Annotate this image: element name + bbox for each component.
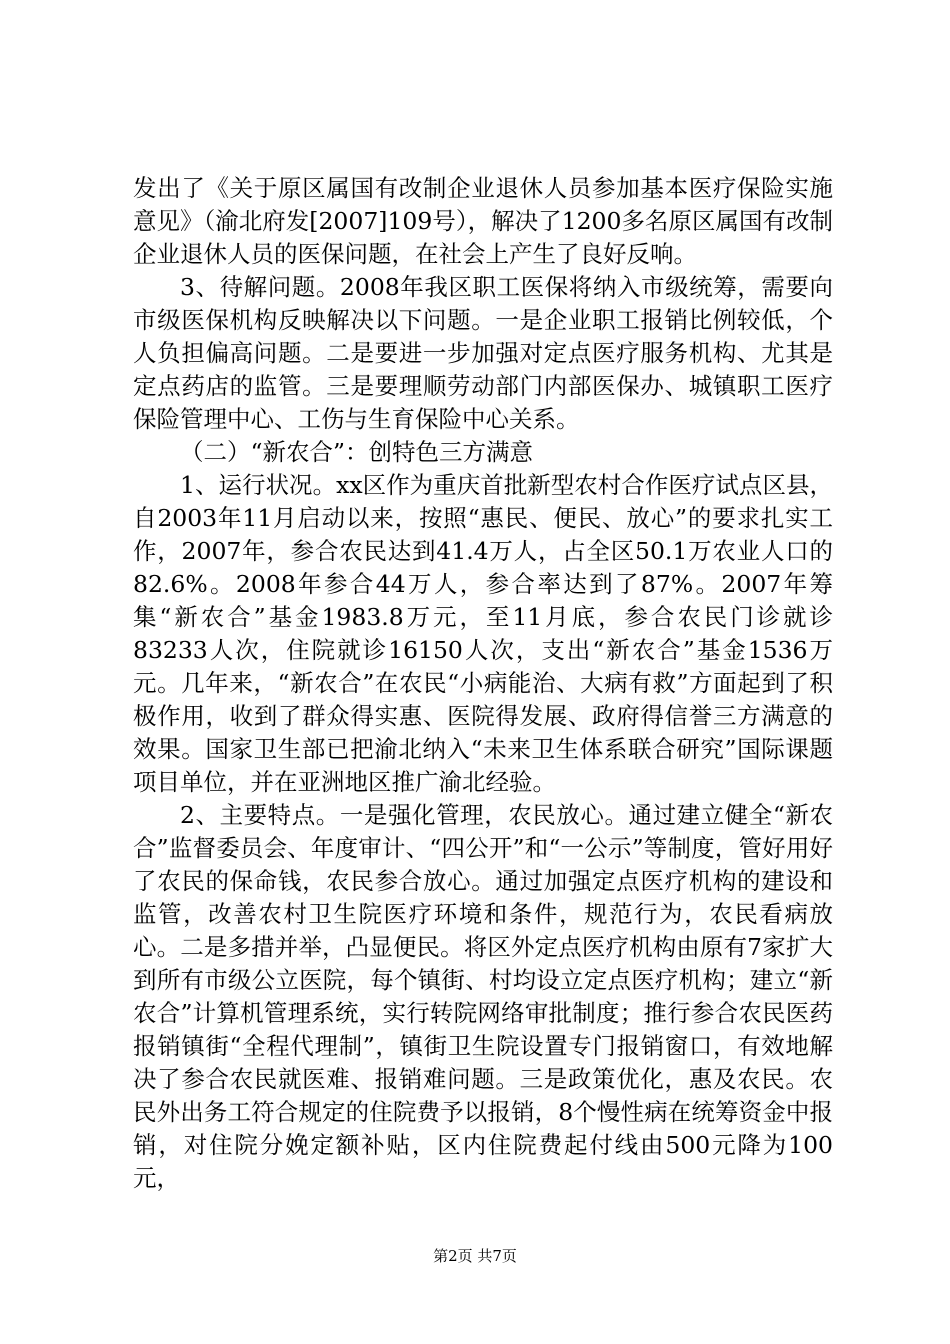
paragraph-operation-status: 1、运行状况。xx区作为重庆首批新型农村合作医疗试点区县，自2003年11月启动以来，按照“惠民、便民、放心”的要求扎实工作，2007年，参合农民达到41.4万人，占全区50.1万农业人口的82.6%。2008年参合44万人，参合率达到了87%。2007年筹集“新农合”基金1983.8万元，至11月底，参合农民门诊就诊83233人次，住院就诊16150人次，支出“新农合”基金1536万元。几年来，“新农合”在农民“小病能治、大病有救”方面起到了积极作用，收到了群众得实惠、医院得发展、政府得信誉三方满意的效果。国家卫生部已把渝北纳入“未来卫生体系联合研究”国际课题项目单位，并在亚洲地区推广渝北经验。	[133, 471, 833, 796]
page-footer: 第2页 共7页	[433, 1247, 517, 1265]
document-body	[133, 172, 833, 1195]
paragraph-continuation: 发出了《关于原区属国有改制企业退休人员参加基本医疗保险实施意见》（渝北府发[2007]109号），解决了1200多名原区属国有改制企业退休人员的医保问题，在社会上产生了良好反响。	[133, 174, 833, 268]
paragraph-main-features: 2、主要特点。一是强化管理，农民放心。通过建立健全“新农合”监督委员会、年度审计、“四公开”和“一公示”等制度，管好用好了农民的保命钱，农民参合放心。通过加强定点医疗机构的建设和监管，改善农村卫生院医疗环境和条件，规范行为，农民看病放心。二是多措并举，凸显便民。将区外定点医疗机构由原有7家扩大到所有市级公立医院，每个镇街、村均设立定点医疗机构；建立“新农合”计算机管理系统，实行转院网络审批制度；推行参合农民医药报销镇街“全程代理制”，镇街卫生院设置专门报销窗口，有效地解决了参合农民就医难、报销难问题。三是政策优化，惠及农民。农民外出务工符合规定的住院费予以报销，8个慢性病在统筹资金中报销，对住院分娩定额补贴，区内住院费起付线由500元降为100元，	[133, 801, 833, 1192]
paragraph-pending-issues: 3、待解问题。2008年我区职工医保将纳入市级统筹，需要向市级医保机构反映解决以下问题。一是企业职工报销比例较低，个人负担偏高问题。二是要进一步加强对定点医疗服务机构、尤其是定点药店的监管。三是要理顺劳动部门内部医保办、城镇职工医疗保险管理中心、工伤与生育保险中心关系。	[133, 273, 833, 433]
section-heading-new-rural-coop: （二）“新农合”：创特色三方满意	[180, 438, 534, 466]
